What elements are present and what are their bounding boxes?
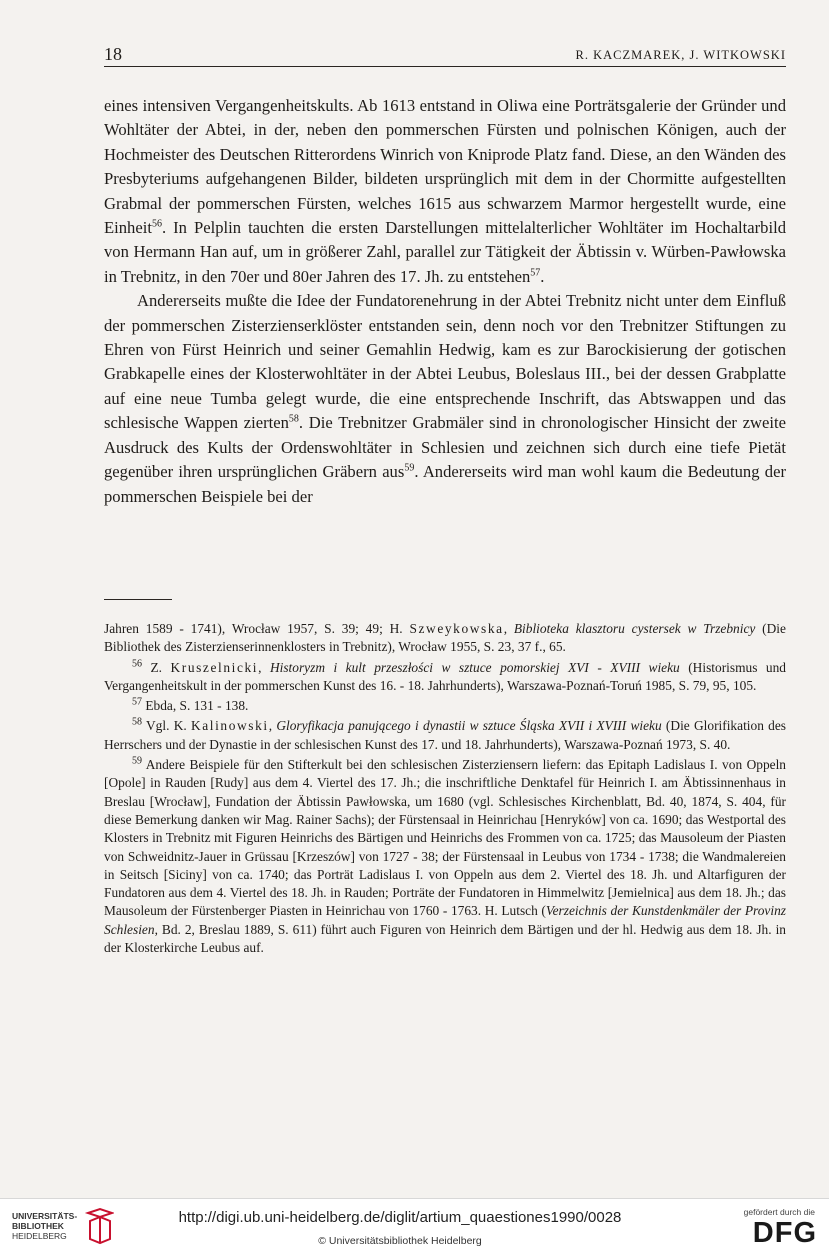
footnote-ref-57[interactable]: 57 [530,267,541,279]
footnote-57: $^{57}$ Ebda, S. 131 - 138. [132,696,249,714]
footnote-continuation: Jahren 1589 - 1741), Wrocław 1957, S. 39; 49; H. Szweykowska, Biblioteka klasztoru cystersek w Trzebnicy (Die Bibliothek des Zisterzienserinnenklosters in Trebnitz), Wrocław 1955, S. 23, 37 f., 65. [104,621,786,655]
footnote-ref-58[interactable]: 58 [288,413,299,425]
page-header [104,44,786,67]
paragraph-2: Andererseits mußte die Idee der Fundatorenehrung in der Abtei Trebnitz nicht unter dem Einfluß der pommerschen Zisterzienserklöster entstanden sein, denn noch vor den Trebnitzer Stiftungen zu Ehren von Fürst Heinrich und seiner Gemahlin Hedwig, kam es zur Barockisierung der gotischen Grabkapelle eines der Klosterwohltäter in der Abtei Leubus, Boleslaus III., bei der dessen Grabplatte auf eine neue Tumba gelegt wurde, die eine entsprechende Inschrift, das Abtswappen und das schlesische Wappen zierten$^{58}$. Die Trebnitzer Grabmäler sind in chronologischer Hinsicht der zweite Ausdruck des Kults der Ordenswohltäter in Schlesien und zeichnen sich durch eine tiefe Pietät gegenüber ihren ursprünglichen Gräbern aus$^{59}$. Andererseits wird man wohl kaum die Bedeutung der pommerschen Beispiele bei der [104,291,786,506]
footnote-56: $^{56}$ Z. Kruszelnicki, Historyzm i kult przeszłości w sztuce pomorskiej XVI - XVIII wieku (Historismus und Vergangenheitskult in der pommerschen Kunst des 16. - 18. Jahrhunderts), Warszawa-Poznań-Toruń 1985, S. 79, 95, 105. [104,658,786,693]
footnote-ref-59[interactable]: 59 [404,462,415,474]
main-text [104,94,786,509]
page-number: 18 [104,44,122,64]
library-emblem-icon [84,1207,114,1245]
paragraph-1: eines intensiven Vergangenheitskults. Ab 1613 entstand in Oliwa eine Porträtsgalerie der Gründer und Wohltäter der Abtei, in der, neben den pommerschen Fürsten und polnischen Königen, auch der Hochmeister des Deutschen Ritterordens Winrich von Kniprode Platz fand. Diese, an den Wänden des Presbyteriums aufgehangenen Bilder, bildeten ursprünglich mit dem in der Chormitte aufgestellten Grabmal der pommerschen Fürsten, welches 1615 aus schwarzem Marmor hergestellt wurde, eine Einheit$^{56}$. In Pelplin tauchten die ersten Darstellungen mittelalterlicher Wohltäter im Hochaltarbild von Hermann Han auf, um in größerer Zahl, parallel zur Tätigkeit der Äbtissin v. Würben-Pawłowska in Trebnitz, in den 70er und 80er Jahren des 17. Jh. zu entstehen$^{57}$. [104,96,786,286]
footnote-59: $^{59}$ Andere Beispiele für den Stifterkult bei den schlesischen Zisterziensern liefern: das Epitaph Ladislaus I. von Oppeln [Opole] in Rauden [Rudy] aus dem 4. Viertel des 17. Jh.; die inschriftliche Denktafel für Heinrich I. am Äbtissinnenhaus in Breslau [Wrocław], Fundation der Äbtissin Pawłowska, um 1680 (vgl. Schlesisches Kirchenblatt, Bd. 40, 1874, S. 404, für diese Bemerkung danken wir Mag. Rainer Sachs); der Fürstensaal in Heinrichau [Henryków] von ca. 1690; das Westportal des Klosters in Trebnitz mit Figuren Heinrichs des Bärtigen und Heinrichs des Frommen von ca. 1725; das Mausoleum der Piasten von Schweidnitz-Jauer in Grüssau [Krzeszów] von 1727 - 38; der Fürstensaal in Leubus von 1734 - 1738; die Wandmalereien in Seitsch [Siciny] von ca. 1740; das Porträt Ladislaus I. von Oppeln aus dem 2. Viertel des 18. Jh. und Altarfiguren der Fundatoren aus dem 4. Viertel des 18. Jh. in Rauden; Porträte der Fundatoren in Himmelwitz [Jemielnica] aus dem 18. Jh.; das Mausoleum der Fürstenberger Piasten in Heinrichau von 1760 - 1763. H. Lutsch (Verzeichnis der Kunstdenkmäler der Provinz Schlesien, Bd. 2, Breslau 1889, S. 611) führt auch Figuren von Heinrich dem Bärtigen und der hl. Hedwig aus dem 18. Jh. in der Klosterkirche Leubus auf. [104,755,786,956]
footnote-rule [104,599,172,600]
permalink-url[interactable]: http://digi.ub.uni-heidelberg.de/diglit/artium_quaestiones1990/0028 [178,1209,622,1226]
dfg-logo[interactable]: DFG [752,1217,817,1249]
funded-by-label: gefördert durch die [743,1207,815,1217]
footnotes [104,620,786,959]
footnote-58: $^{58}$ Vgl. K. Kalinowski, Gloryfikacja panującego i dynastii w sztuce Śląska XVII i XVIII wieku (Die Glorifikation des Herrschers und der Dynastie in der schlesischen Kunst des 17. und 18. Jahrhunderts), Warszawa-Poznań 1973, S. 40. [104,717,786,752]
running-head: R. KACZMAREK, J. WITKOWSKI [575,48,786,62]
university-library-logo[interactable]: UNIVERSITÄTS- BIBLIOTHEK HEIDELBERG [12,1211,78,1241]
viewer-footer [0,1198,829,1257]
footnote-ref-56[interactable]: 56 [151,218,162,230]
copyright-notice: © Universitätsbibliothek Heidelberg [318,1235,482,1247]
